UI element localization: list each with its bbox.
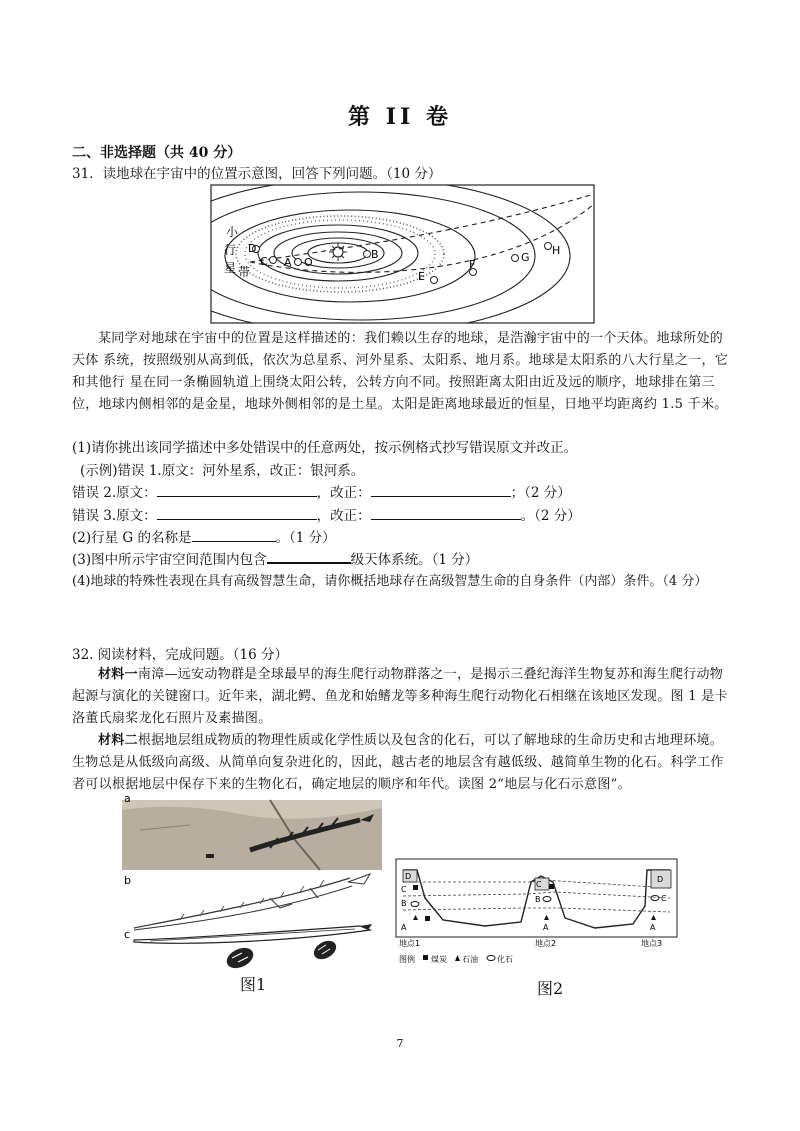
- belt-label-4: 带: [238, 265, 251, 279]
- q31-sub4: (4)地球的特殊性表现在具有高级智慧生命，请你概括地球存在高级智慧生命的自身条件（内部）条件。（4 分）: [72, 574, 708, 589]
- site2-layer-a: A: [543, 923, 549, 932]
- q31-passage: 某同学对地球在宇宙中的位置是这样描述的：我们赖以生存的地球，是浩瀚宇宙中的一个天体。地球所处的天体 系统，按照级别从高到低，依次为总星系、河外星系、太阳系、地月系。地球是太阳系的八大行星之一，它和其他行 星在同一条椭圆轨道上围绕太阳公转，公转方向不同。按照距离太阳由近及远的顺序，地球排在第三位，地球内侧相邻的是金星，地球外侧相邻的是土星。太阳是距离地球最近的恒星，日地平均距离约 1.5 千米。: [72, 331, 729, 412]
- site2-layer-c: C: [536, 880, 542, 889]
- section-heading: 二、非选择题（共 40 分）: [72, 145, 242, 161]
- m1-text: 南漳—远安动物群是全球最早的海生爬行动物群落之一，是揭示三叠纪海洋生物复苏和海生爬行动物起源与演化的关键窗口。近年来，湖北鳄、鱼龙和始鳍龙等多种海生爬行动物化石相继在该地区发现。图 1 是卡洛董氏扇桨龙化石照片及素描图。: [72, 667, 728, 726]
- sub3-prefix: (3)图中所示宇宙空间范围内包含: [72, 552, 267, 568]
- point-d: D: [248, 242, 257, 255]
- err3-prefix: 错误 3.原文：: [72, 508, 157, 524]
- legend-oil: 石油: [462, 955, 478, 964]
- belt-label-1: 小: [226, 225, 239, 239]
- err2-original-blank[interactable]: [157, 482, 317, 497]
- err2-suffix: ；（2 分）: [510, 485, 571, 501]
- q32-material2: [72, 730, 732, 796]
- site1-name: 地点1: [399, 939, 421, 948]
- q32-material1: [72, 664, 732, 730]
- system-level-blank[interactable]: [267, 548, 351, 564]
- oil-icon: [455, 955, 460, 961]
- m1-label: 材料一: [98, 667, 138, 682]
- site3-layer-a: A: [650, 923, 656, 932]
- q31-sub2: [72, 526, 336, 546]
- q31-sub1: (1)请你挑出该同学描述中多处错误中的任意两处，按示例格式抄写错误原文并改正。: [72, 440, 578, 456]
- legend-fossil: 化石: [497, 955, 513, 964]
- point-a: A: [284, 256, 292, 269]
- q31-example: (示例)错误 1.原文：河外星系，改正：银河系。: [80, 463, 365, 479]
- q31-err2: [72, 481, 571, 501]
- sub3-suffix: 级天体系统。（1 分）: [350, 552, 479, 568]
- fig2-caption: 图2: [537, 979, 564, 998]
- err3-mid: ，改正：: [316, 508, 371, 524]
- site3-layer-d: D: [657, 875, 664, 884]
- coal-icon: [423, 955, 428, 960]
- site2-name: 地点2: [535, 939, 557, 948]
- site2-layer-b: B: [535, 895, 541, 904]
- err3-correction-blank[interactable]: [371, 505, 521, 520]
- site3-layer-c: C: [661, 894, 667, 903]
- point-o: O: [304, 256, 313, 269]
- err3-suffix: 。（2 分）: [520, 508, 581, 524]
- site1-layer-a: A: [401, 923, 407, 932]
- point-e: E: [418, 270, 425, 283]
- planet-g-blank[interactable]: [192, 527, 276, 542]
- q31-sub3: [72, 548, 478, 568]
- err3-original-blank[interactable]: [157, 505, 317, 520]
- fossil-figure: [120, 790, 390, 980]
- strata-figure: [395, 858, 680, 970]
- legend-prefix: 图例: [399, 955, 415, 964]
- q31-err3: [72, 504, 581, 524]
- point-c: C: [260, 255, 268, 268]
- point-b: B: [371, 248, 379, 261]
- page-number: 7: [396, 1037, 404, 1050]
- fig1-label-c: c: [124, 928, 131, 941]
- sub2-prefix: (2)行星 G 的名称是: [72, 530, 192, 546]
- site1-layer-b: B: [401, 899, 407, 908]
- m2-label: 材料二: [98, 733, 138, 748]
- belt-label-3: 星: [224, 261, 237, 275]
- m2-text: 根据地层组成物质的物理性质或化学性质以及包含的化石，可以了解地球的生命历史和古地理环境。生物总是从低级向高级、从简单向复杂进化的，因此，越古老的地层含有越低级、越简单生物的化石。科学工作者可以根据地层中保存下来的生物化石，确定地层的顺序和年代。读图 2“地层与化石示意图”。: [72, 733, 724, 792]
- site1-layer-d: D: [405, 872, 412, 881]
- err2-prefix: 错误 2.原文：: [72, 485, 157, 501]
- fig1-label-a: a: [124, 792, 131, 805]
- err2-mid: ，改正：: [316, 485, 371, 501]
- q31-stem: 31．读地球在宇宙中的位置示意图，回答下列问题。（10 分）: [72, 166, 442, 182]
- site1-layer-c: C: [401, 885, 407, 894]
- fossil-icon: [487, 956, 495, 961]
- point-f: F: [469, 258, 476, 271]
- solar-system-diagram: [210, 184, 595, 324]
- point-h: H: [552, 244, 561, 257]
- point-g: G: [521, 251, 530, 264]
- q32-stem: 32. 阅读材料，完成问题。（16 分）: [72, 647, 288, 663]
- err2-correction-blank[interactable]: [371, 482, 511, 497]
- volume-title: 第 II 卷: [348, 104, 452, 130]
- fig1-label-b: b: [124, 874, 131, 887]
- fig1-caption: 图1: [240, 975, 267, 994]
- legend-coal: 煤炭: [431, 955, 447, 964]
- site3-name: 地点3: [641, 939, 663, 948]
- belt-label-2: 行: [224, 243, 237, 257]
- sub2-suffix: 。（1 分）: [275, 530, 336, 546]
